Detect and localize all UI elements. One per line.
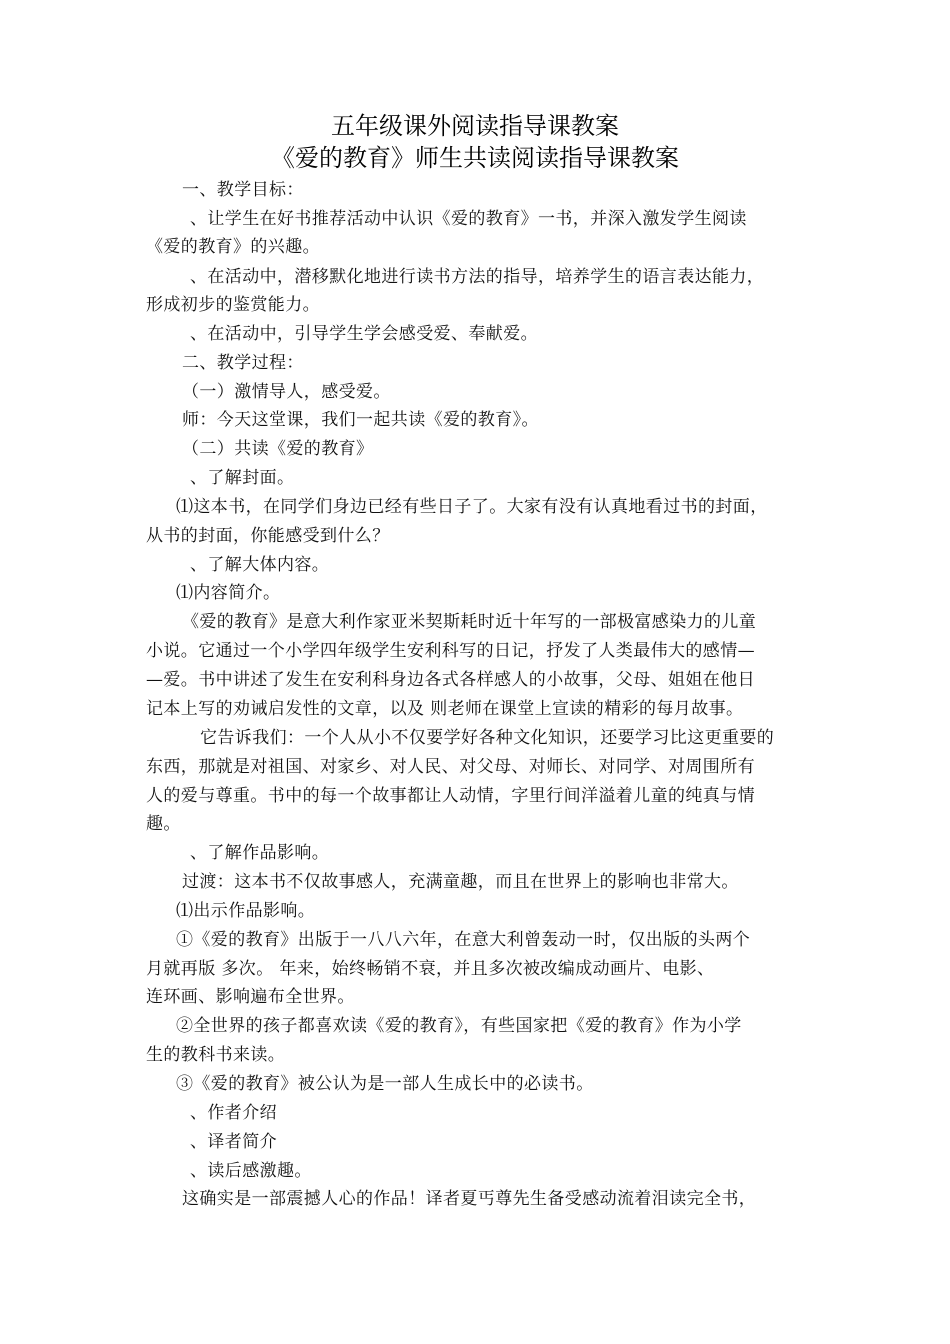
paragraph-line: —爱。书中讲述了发生在安利科身边各式各样感人的小故事，父母、姐姐在他日 [146, 670, 755, 690]
paragraph-line: ③《爱的教育》被公认为是一部人生成长中的必读书。 [176, 1074, 594, 1094]
document-subtitle: 《爱的教育》师生共读阅读指导课教案 [271, 144, 679, 172]
paragraph-line: 从书的封面，你能感受到什么？ [146, 526, 390, 546]
paragraph-line: ⑴这本书，在同学们身边已经有些日子了。大家有没有认真地看过书的封面， [176, 497, 768, 517]
paragraph-line: 、让学生在好书推荐活动中认识《爱的教育》一书，并深入激发学生阅读 [190, 209, 747, 229]
paragraph-line: 、在活动中，潜移默化地进行读书方法的指导，培养学生的语言表达能力， [190, 267, 765, 287]
list-item: ⑴出示作品影响。 [176, 901, 316, 921]
document-title: 五年级课外阅读指导课教案 [331, 112, 619, 140]
paragraph-line: 形成初步的鉴赏能力。 [146, 295, 320, 315]
paragraph-line: 生的教科书来读。 [146, 1045, 286, 1065]
list-item: 、了解封面。 [190, 468, 295, 488]
paragraph-line: 它告诉我们：一个人从小不仅要学好各种文化知识，还要学习比这更重要的 [200, 728, 775, 748]
paragraph-line: 记本上写的劝诫启发性的文章，以及 则老师在课堂上宣读的精彩的每月故事。 [146, 699, 744, 719]
list-item: 、了解大体内容。 [190, 555, 330, 575]
list-item: 、读后感激趣。 [190, 1161, 312, 1181]
section-heading: 二、教学过程： [182, 353, 304, 373]
paragraph-line: 这确实是一部震撼人心的作品！译者夏丐尊先生备受感动流着泪读完全书， [182, 1189, 757, 1209]
paragraph-line: 、在活动中，引导学生学会感受爱、奉献爱。 [190, 324, 538, 344]
subsection-heading: （二）共读《爱的教育》 [182, 439, 374, 459]
paragraph-line: 过渡：这本书不仅故事感人，充满童趣，而且在世界上的影响也非常大。 [182, 872, 739, 892]
paragraph-line: ①《爱的教育》出版于一八八六年，在意大利曾轰动一时，仅出版的头两个 [176, 930, 751, 950]
paragraph-line: 趣。 [146, 814, 181, 834]
list-item: 、了解作品影响。 [190, 843, 330, 863]
paragraph-line: ②全世界的孩子都喜欢读《爱的教育》，有些国家把《爱的教育》作为小学 [176, 1016, 742, 1036]
paragraph-line: 人的爱与尊重。书中的每一个故事都让人动情，字里行间洋溢着儿童的纯真与情 [146, 786, 755, 806]
list-item: ⑴内容简介。 [176, 583, 281, 603]
paragraph-line: 《爱的教育》是意大利作家亚米契斯耗时近十年写的一部极富感染力的儿童 [182, 612, 757, 632]
paragraph-line: 小说。它通过一个小学四年级学生安利科写的日记，抒发了人类最伟大的感情— [146, 641, 755, 661]
paragraph-line: 月就再版 多次。 年来，始终畅销不衰，并且多次被改编成动画片、电影、 [146, 959, 715, 979]
section-heading: 一、教学目标： [182, 180, 304, 200]
list-item: 、译者简介 [190, 1132, 277, 1152]
subsection-heading: （一）激情导人，感受爱。 [182, 382, 391, 402]
paragraph-line: 《爱的教育》的兴趣。 [146, 237, 320, 257]
list-item: 、作者介绍 [190, 1103, 277, 1123]
paragraph-line: 师：今天这堂课，我们一起共读《爱的教育》。 [182, 410, 539, 430]
paragraph-line: 连环画、影响遍布全世界。 [146, 987, 355, 1007]
paragraph-line: 东西，那就是对祖国、对家乡、对人民、对父母、对师长、对同学、对周围所有 [146, 757, 755, 777]
